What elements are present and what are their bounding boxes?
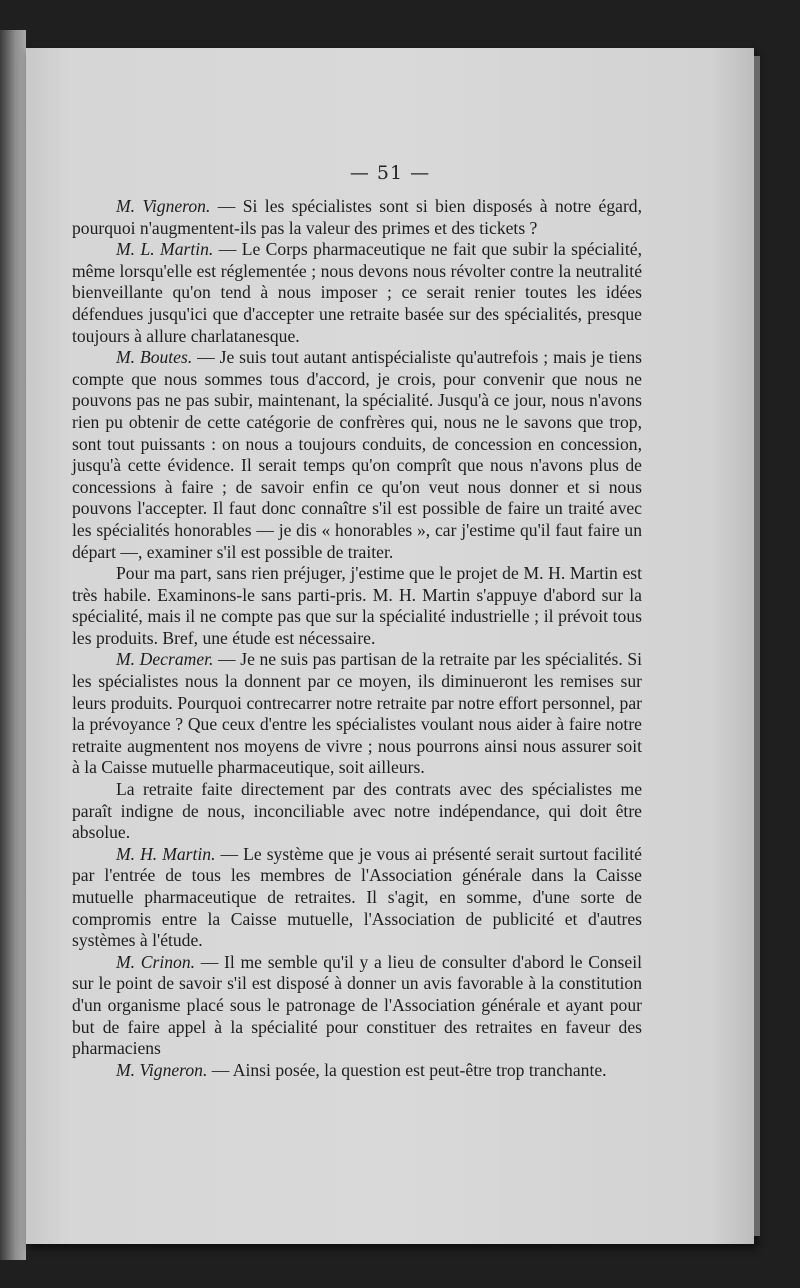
paragraph-text: — Je suis tout autant antispécialiste qu'autrefois ; mais je tiens compte que nous sommes tous d'accord, je crois, pour convenir que nous ne pouvons pas ne pas subir, maintenant, la spécialité. Jusqu'à ce jour, nous n'avons rien pu obtenir de cette catégorie de confrères qui, nous ne le savons que trop, sont tout puissants : on nous a toujours conduits, de concession en concession, jusqu'à cette évidence. Il serait temps qu'on comprît que nous n'avons plus de concessions à faire ; de savoir enfin ce qu'on veut nous donner et si nous pouvons l'accepter. Il faut donc connaître s'il est possible de faire un traité avec les spécialités honorables — je dis « honorables », car j'estime qu'il faut faire un départ —, examiner s'il est possible de traiter.: [72, 347, 642, 562]
speaker-name: M. H. Martin.: [116, 843, 216, 864]
paragraph-text: — Il me semble qu'il y a lieu de consulter d'abord le Conseil sur le point de savoir s'il est disposé à donner un avis favorable à la constitution d'un organisme placé sous le patronage de l'Association générale et ayant pour but de faire appel à la spécialité pour constituer des retraites en faveur des pharmaciens: [72, 951, 642, 1059]
paragraph-6: [72, 779, 642, 844]
document-body: [72, 196, 642, 1081]
speaker-name: M. Boutes.: [116, 347, 193, 368]
paragraph-7: [72, 844, 642, 952]
speaker-name: M. Vigneron.: [116, 1059, 208, 1080]
page-number: — 51 —: [349, 162, 431, 184]
page-right-edge: [754, 56, 760, 1236]
speaker-name: M. Decramer.: [116, 649, 214, 670]
paragraph-9: [72, 1060, 642, 1082]
previous-page-edge: [0, 30, 26, 1260]
paragraph-8: [72, 952, 642, 1060]
speaker-name: M. Vigneron.: [116, 196, 211, 216]
paragraph-3: [72, 347, 642, 563]
paragraph-5: [72, 649, 642, 779]
paragraph-text: — Je ne suis pas partisan de la retraite par les spécialités. Si les spécialistes nous la donnent par ce moyen, ils diminueront les remises sur leurs produits. Pourquoi contrecarrer notre retraite par notre effort personnel, par la prévoyance ? Que ceux d'entre les spécialistes voulant nous aider à faire notre retraite augmentent nos moyens de vivre ; nous pourrons ainsi nous assurer soit à la Caisse mutuelle pharmaceutique, soit ailleurs.: [72, 649, 643, 778]
speaker-name: M. L. Martin.: [116, 239, 214, 260]
paragraph-4: [72, 563, 642, 649]
paragraph-text: — Ainsi posée, la question est peut-être trop tranchante.: [207, 1059, 607, 1080]
paragraph-text: — Si les spécialistes sont si bien disposés à notre égard, pourquoi n'augmentent-ils pas la valeur des primes et des tickets ?: [72, 196, 643, 238]
speaker-name: M. Crinon.: [116, 951, 196, 972]
paragraph-text: La retraite faite directement par des contrats avec des spécialistes me paraît indigne de nous, inconciliable avec notre indépendance, qui doit être absolue.: [72, 779, 642, 843]
paragraph-text: Pour ma part, sans rien préjuger, j'estime que le projet de M. H. Martin est très habile. Examinons-le sans parti-pris. M. H. Martin s'appuye d'abord sur la spécialité, mais il ne compte pas que sur la spécialité industrielle ; il prévoit tous les produits. Bref, une étude est nécessaire.: [72, 563, 642, 648]
paragraph-1: [72, 196, 642, 239]
paragraph-2: [72, 239, 642, 347]
paragraph-text: — Le système que je vous ai présenté serait surtout facilité par l'entrée de tous les membres de l'Association générale dans la Caisse mutuelle pharmaceutique de retraites. Il s'agit, en somme, d'une sorte de compromis entre la Caisse mutuelle, l'Association de publicité et d'autres systèmes à l'étude.: [72, 843, 642, 951]
document-page: [26, 48, 754, 1244]
paragraph-text: — Le Corps pharmaceutique ne fait que subir la spécialité, même lorsqu'elle est réglementée ; nous devons nous révolter contre la neutralité bienveillante qu'on tend à nous imposer ; ce serait renier toutes les idées défendues jusqu'ici que d'accepter une retraite basée sur des spécialités, presque toujours à allure charlatanesque.: [72, 239, 642, 346]
